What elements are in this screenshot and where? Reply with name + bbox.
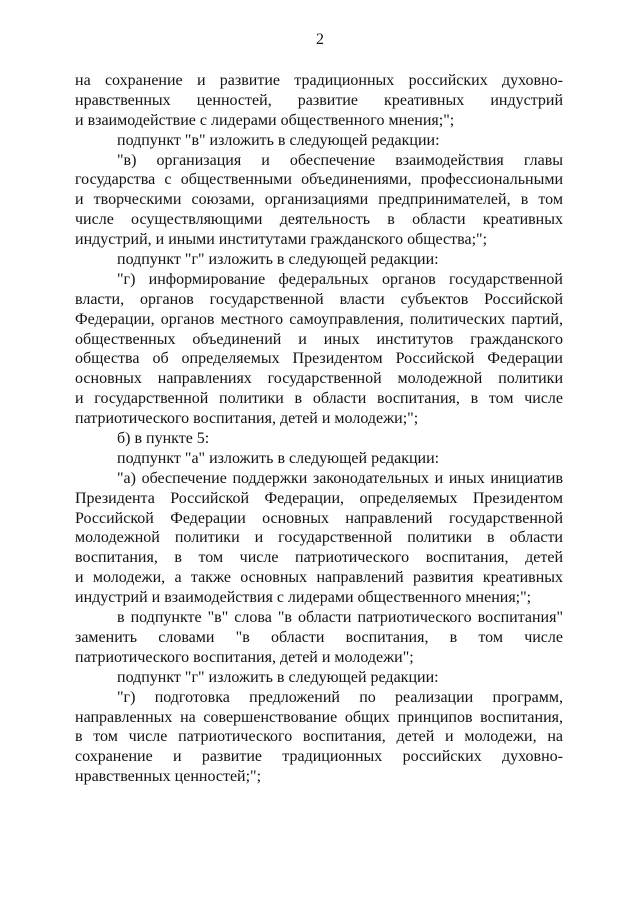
text-line: и взаимодействие с лидерами общественного мнения;";	[75, 111, 455, 129]
text-line: общественных объединений и иных институтов гражданского	[75, 330, 563, 348]
text-line: патриотического воспитания, детей и молодежи;";	[75, 410, 419, 428]
text-line: Российской Федерации основных направлений государственной	[75, 509, 563, 527]
text-line: на сохранение и развитие традиционных российских духовно-	[75, 72, 563, 89]
text-line: подпункт "г" изложить в следующей редакции:	[117, 668, 439, 686]
text-line: и государственной политики в области воспитания, в том числе	[75, 390, 563, 408]
text-line: числе осуществляющими деятельность в области креативных	[75, 211, 563, 229]
text-line: б) в пункте 5:	[117, 430, 210, 448]
text-line: власти, органов государственной власти субъектов Российской	[75, 290, 563, 308]
text-line: и творческими союзами, организациями предпринимателей, в том	[75, 191, 563, 209]
page-number: 2	[316, 31, 324, 48]
text-line: Президента Российской Федерации, определяемых Президентом	[75, 489, 563, 507]
text-line: воспитания, в том числе патриотического воспитания, детей	[75, 549, 563, 567]
text-line: "а) обеспечение поддержки законодательных и иных инициатив	[117, 469, 563, 487]
text-line: подпункт "в" изложить в следующей редакции:	[117, 131, 440, 149]
text-line: нравственных ценностей;";	[75, 768, 262, 786]
text-line: в том числе патриотического воспитания, детей и молодежи, на	[75, 728, 563, 746]
text-line: заменить словами "в области воспитания, в том числе	[75, 628, 563, 646]
text-line: сохранение и развитие традиционных российских духовно-	[75, 748, 563, 766]
document-body	[75, 71, 563, 787]
text-line: и молодежи, а также основных направлений развития креативных	[75, 569, 563, 587]
text-line: в подпункте "в" слова "в области патриотического воспитания"	[117, 609, 563, 627]
text-line: подпункт "г" изложить в следующей редакции:	[117, 251, 439, 269]
text-line: государства с общественными объединениями, профессиональными	[75, 171, 563, 189]
text-line: молодежной политики и государственной политики в области	[75, 529, 563, 547]
text-line: направленных на совершенствование общих принципов воспитания,	[75, 708, 563, 726]
text-line: основных направлениях государственной молодежной политики	[75, 370, 563, 388]
text-line: "г) подготовка предложений по реализации программ,	[117, 688, 563, 706]
text-line: индустрий, и иными институтами гражданского общества;";	[75, 231, 488, 249]
text-line: Федерации, органов местного самоуправления, политических партий,	[75, 310, 563, 328]
text-line: нравственных ценностей, развитие креативных индустрий	[75, 91, 563, 109]
text-line: общества об определяемых Президентом Российской Федерации	[75, 350, 563, 368]
text-line: подпункт "а" изложить в следующей редакции:	[117, 449, 440, 467]
text-line: "г) информирование федеральных органов государственной	[117, 270, 563, 288]
text-line: индустрий и взаимодействия с лидерами общественного мнения;";	[75, 589, 532, 607]
text-line: патриотического воспитания, детей и молодежи";	[75, 648, 414, 666]
text-line: "в) организация и обеспечение взаимодействия главы	[117, 151, 563, 169]
